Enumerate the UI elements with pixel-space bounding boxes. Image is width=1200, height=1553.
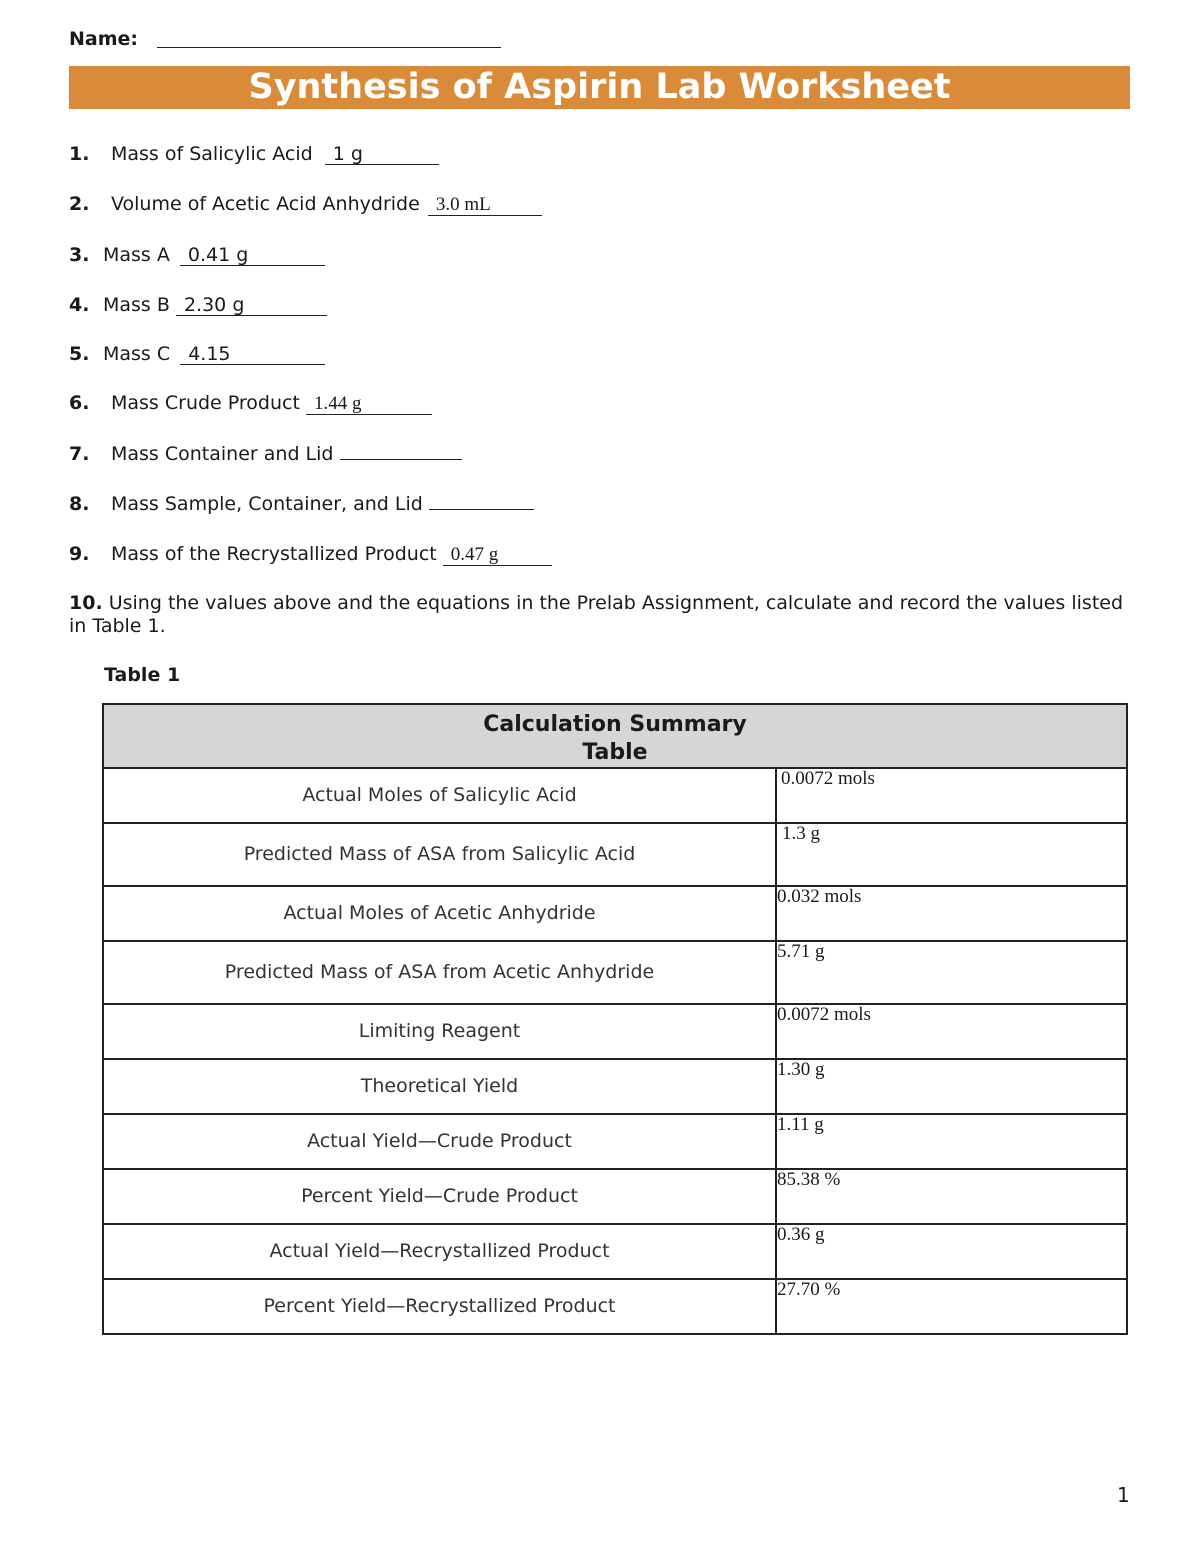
question-number: 5. xyxy=(69,343,90,365)
calculation-summary-table xyxy=(102,703,1128,1335)
question-label: Mass of Salicylic Acid xyxy=(111,143,313,165)
question-4 xyxy=(69,294,327,316)
answer-field[interactable]: 1 g xyxy=(325,144,439,165)
table-caption: Table 1 xyxy=(104,664,181,686)
question-number: 10. xyxy=(69,592,103,614)
answer-field[interactable]: 1.44 g xyxy=(306,394,432,415)
question-10 xyxy=(69,592,1129,638)
answer-field[interactable]: 0.47 g xyxy=(443,545,552,566)
row-value[interactable]: 1.11 g xyxy=(776,1114,1127,1169)
question-label: Mass of the Recrystallized Product xyxy=(111,543,437,565)
row-value[interactable]: 85.38 % xyxy=(776,1169,1127,1224)
table-row xyxy=(103,768,1127,823)
name-label: Name: xyxy=(69,28,139,50)
table-header xyxy=(103,704,1127,768)
question-9 xyxy=(69,543,552,566)
question-label: Mass Sample, Container, and Lid xyxy=(111,493,423,515)
question-number: 2. xyxy=(69,193,90,215)
table-row xyxy=(103,1169,1127,1224)
question-label: Mass A xyxy=(103,244,170,266)
answer-field[interactable]: 4.15 xyxy=(180,344,325,365)
row-value[interactable]: 0.0072 mols xyxy=(776,1004,1127,1059)
table-header-line1: Calculation Summary xyxy=(483,712,747,737)
answer-field[interactable]: 3.0 mL xyxy=(428,195,542,216)
question-3 xyxy=(69,244,325,266)
name-field[interactable] xyxy=(157,47,501,48)
table-row xyxy=(103,823,1127,886)
row-value[interactable]: 1.3 g xyxy=(776,823,1127,886)
question-text: Using the values above and the equations in the Prelab Assignment, calculate and record the values listed in Table 1. xyxy=(69,592,1124,637)
question-8 xyxy=(69,493,534,515)
row-label: Actual Moles of Acetic Anhydride xyxy=(103,886,776,941)
row-label: Actual Yield—Crude Product xyxy=(103,1114,776,1169)
question-number: 8. xyxy=(69,493,90,515)
question-label: Mass Container and Lid xyxy=(111,443,334,465)
question-number: 9. xyxy=(69,543,90,565)
question-number: 4. xyxy=(69,294,90,316)
answer-field[interactable]: 0.41 g xyxy=(180,245,325,266)
question-number: 3. xyxy=(69,244,90,266)
answer-field[interactable]: 2.30 g xyxy=(176,295,327,316)
question-number: 7. xyxy=(69,443,90,465)
row-value[interactable]: 0.0072 mols xyxy=(776,768,1127,823)
row-label: Theoretical Yield xyxy=(103,1059,776,1114)
row-value[interactable]: 1.30 g xyxy=(776,1059,1127,1114)
row-value[interactable]: 0.36 g xyxy=(776,1224,1127,1279)
row-label: Actual Yield—Recrystallized Product xyxy=(103,1224,776,1279)
row-label: Predicted Mass of ASA from Acetic Anhydride xyxy=(103,941,776,1004)
row-label: Predicted Mass of ASA from Salicylic Acid xyxy=(103,823,776,886)
row-value[interactable]: 0.032 mols xyxy=(776,886,1127,941)
row-value[interactable]: 27.70 % xyxy=(776,1279,1127,1334)
table-row xyxy=(103,1059,1127,1114)
table-row xyxy=(103,1114,1127,1169)
row-label: Actual Moles of Salicylic Acid xyxy=(103,768,776,823)
worksheet-title: Synthesis of Aspirin Lab Worksheet xyxy=(69,66,1130,109)
question-5 xyxy=(69,343,325,365)
page-number: 1 xyxy=(1117,1483,1130,1507)
row-label: Percent Yield—Recrystallized Product xyxy=(103,1279,776,1334)
question-label: Mass C xyxy=(103,343,171,365)
table-row xyxy=(103,1004,1127,1059)
answer-field[interactable] xyxy=(340,459,462,460)
answer-field[interactable] xyxy=(429,509,534,510)
row-label: Percent Yield—Crude Product xyxy=(103,1169,776,1224)
table-row xyxy=(103,1279,1127,1334)
question-6 xyxy=(69,392,432,415)
question-1 xyxy=(69,143,439,165)
question-label: Mass B xyxy=(103,294,170,316)
question-number: 1. xyxy=(69,143,90,165)
table-row xyxy=(103,886,1127,941)
row-value[interactable]: 5.71 g xyxy=(776,941,1127,1004)
question-2 xyxy=(69,193,542,216)
question-label: Volume of Acetic Acid Anhydride xyxy=(111,193,420,215)
row-label: Limiting Reagent xyxy=(103,1004,776,1059)
question-label: Mass Crude Product xyxy=(111,392,300,414)
table-header-line2: Table xyxy=(582,740,648,765)
table-row xyxy=(103,1224,1127,1279)
question-number: 6. xyxy=(69,392,90,414)
question-7 xyxy=(69,443,462,465)
table-row xyxy=(103,941,1127,1004)
